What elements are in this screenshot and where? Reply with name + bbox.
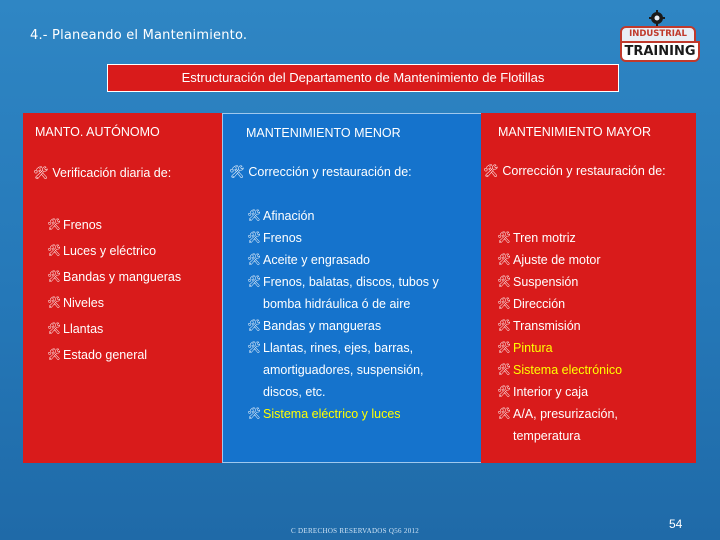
wrench-icon: 🛠 bbox=[47, 219, 61, 231]
column-heading: MANTENIMIENTO MENOR bbox=[246, 126, 401, 140]
list-item-text: Bandas y mangueras bbox=[63, 270, 182, 284]
list-item-text: Pintura bbox=[513, 341, 553, 355]
wrench-icon: 🛠 bbox=[497, 408, 511, 420]
column-mantenimiento-mayor bbox=[481, 113, 696, 463]
column-heading: MANTO. AUTÓNOMO bbox=[35, 125, 160, 139]
list-item-text: Afinación bbox=[263, 209, 315, 223]
wrench-icon: 🛠 bbox=[247, 210, 261, 222]
list-item bbox=[247, 337, 459, 403]
list-item bbox=[497, 249, 687, 271]
list-item-text: Estado general bbox=[63, 348, 148, 362]
section-header: Estructuración del Departamento de Mantenimiento de Flotillas bbox=[107, 64, 619, 92]
list-item-text: Llantas bbox=[63, 322, 104, 336]
list-item-text: Tren motriz bbox=[513, 231, 576, 245]
wrench-icon: 🛠 bbox=[497, 364, 511, 376]
list-item-text: Interior y caja bbox=[513, 385, 589, 399]
column-heading: MANTENIMIENTO MAYOR bbox=[498, 125, 652, 139]
wrench-icon: 🛠 bbox=[247, 342, 261, 354]
list-item bbox=[47, 216, 222, 242]
list-item-text: Suspensión bbox=[513, 275, 579, 289]
wrench-icon: 🛠 bbox=[47, 297, 61, 309]
list-item bbox=[497, 403, 687, 447]
list-item-text: A/A, presurización, temperatura bbox=[513, 407, 618, 443]
footer-copyright: C DERECHOS RESERVADOS Q56 2012 bbox=[291, 527, 420, 535]
column-intro-text: Corrección y restauración de: bbox=[502, 164, 666, 178]
list-item bbox=[497, 227, 687, 249]
list-item bbox=[247, 227, 459, 249]
list-item-text: Llantas, rines, ejes, barras, amortiguadores, suspensión, discos, etc. bbox=[263, 341, 424, 399]
list-item-text: Luces y eléctrico bbox=[63, 244, 157, 258]
list-item bbox=[497, 381, 687, 403]
list-item-text: Dirección bbox=[513, 297, 566, 311]
list-item bbox=[497, 271, 687, 293]
list-item bbox=[497, 337, 687, 359]
wrench-icon: 🛠 bbox=[33, 166, 49, 180]
wrench-icon: 🛠 bbox=[47, 271, 61, 283]
column-intro bbox=[229, 162, 412, 182]
list-item bbox=[497, 315, 687, 337]
wrench-icon: 🛠 bbox=[247, 320, 261, 332]
item-list bbox=[47, 216, 222, 372]
list-item-text: Frenos bbox=[263, 231, 302, 245]
column-intro bbox=[33, 163, 171, 183]
list-item-text: Niveles bbox=[63, 296, 104, 310]
list-item bbox=[497, 293, 687, 315]
wrench-icon: 🛠 bbox=[483, 164, 499, 178]
list-item-text: Frenos, balatas, discos, tubos y bomba hidráulica ó de aire bbox=[263, 275, 439, 311]
list-item-text: Frenos bbox=[63, 218, 102, 232]
wrench-icon: 🛠 bbox=[497, 254, 511, 266]
list-item-text: Ajuste de motor bbox=[513, 253, 601, 267]
list-item-text: Sistema eléctrico y luces bbox=[263, 407, 401, 421]
column-intro-text: Verificación diaria de: bbox=[52, 166, 172, 180]
wrench-icon: 🛠 bbox=[247, 408, 261, 420]
list-item bbox=[247, 271, 459, 315]
list-item bbox=[247, 315, 459, 337]
item-list bbox=[247, 205, 459, 425]
logo-top-text: INDUSTRIAL bbox=[620, 26, 696, 43]
list-item-text: Aceite y engrasado bbox=[263, 253, 371, 267]
wrench-icon: 🛠 bbox=[497, 276, 511, 288]
list-item bbox=[47, 268, 222, 294]
industrial-training-logo bbox=[612, 8, 698, 59]
list-item-text: Transmisión bbox=[513, 319, 581, 333]
wrench-icon: 🛠 bbox=[497, 298, 511, 310]
column-intro-text: Corrección y restauración de: bbox=[248, 165, 412, 179]
wrench-icon: 🛠 bbox=[229, 165, 245, 179]
wrench-icon: 🛠 bbox=[47, 349, 61, 361]
column-intro bbox=[483, 161, 683, 181]
column-manto-autonomo bbox=[23, 113, 222, 463]
list-item bbox=[47, 294, 222, 320]
wrench-icon: 🛠 bbox=[47, 323, 61, 335]
wrench-icon: 🛠 bbox=[47, 245, 61, 257]
wrench-icon: 🛠 bbox=[247, 232, 261, 244]
wrench-icon: 🛠 bbox=[497, 232, 511, 244]
wrench-icon: 🛠 bbox=[497, 386, 511, 398]
item-list bbox=[497, 227, 687, 447]
column-mantenimiento-menor bbox=[222, 113, 482, 463]
list-item-text: Sistema electrónico bbox=[513, 363, 623, 377]
list-item bbox=[247, 403, 459, 425]
slide-title: 4.- Planeando el Mantenimiento. bbox=[30, 28, 248, 43]
wrench-icon: 🛠 bbox=[247, 276, 261, 288]
wrench-icon: 🛠 bbox=[497, 320, 511, 332]
page-number: 54 bbox=[669, 517, 683, 531]
list-item bbox=[47, 320, 222, 346]
logo-bottom-text: TRAINING bbox=[620, 41, 700, 62]
list-item bbox=[247, 249, 459, 271]
list-item bbox=[47, 346, 222, 372]
list-item bbox=[47, 242, 222, 268]
wrench-icon: 🛠 bbox=[247, 254, 261, 266]
list-item bbox=[247, 205, 459, 227]
gear-emblem-icon bbox=[648, 10, 666, 26]
list-item-text: Bandas y mangueras bbox=[263, 319, 382, 333]
wrench-icon: 🛠 bbox=[497, 342, 511, 354]
list-item bbox=[497, 359, 687, 381]
